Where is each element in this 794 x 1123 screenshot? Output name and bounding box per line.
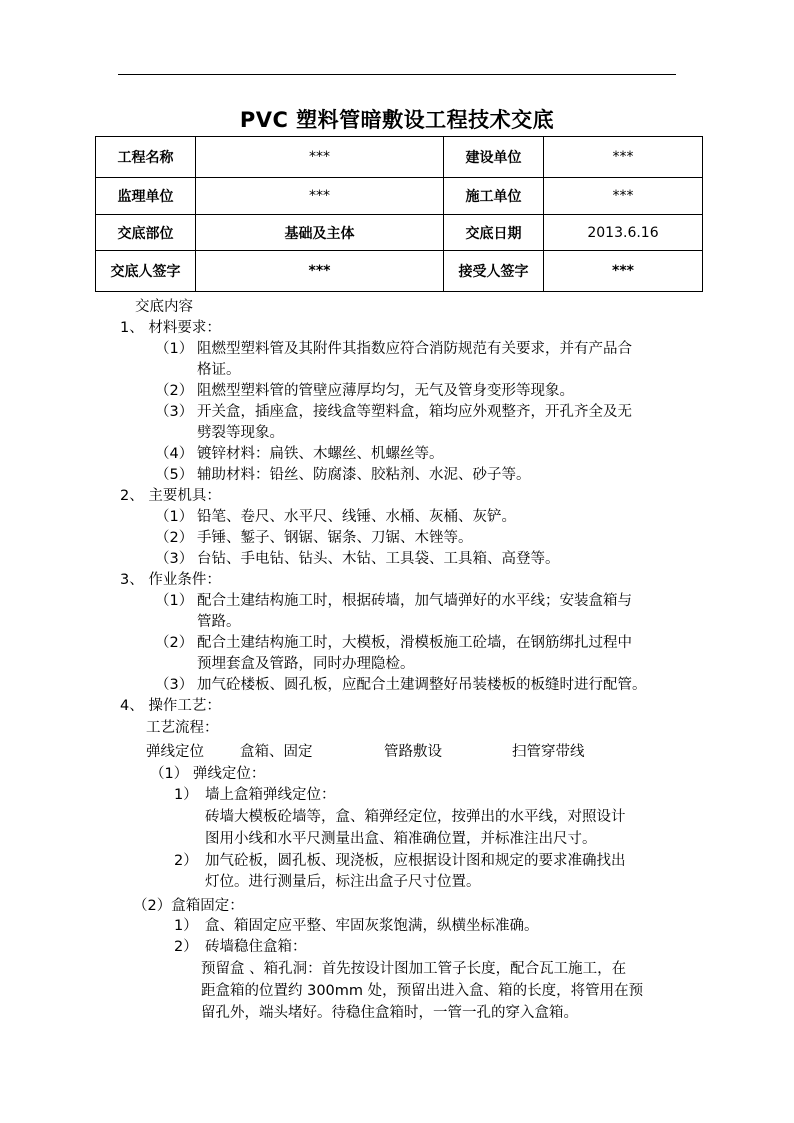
- item-number: （3）: [155, 551, 194, 567]
- item-number: （1）: [155, 509, 194, 525]
- flow-step: 管路敷设: [384, 744, 442, 760]
- value-cell: ***: [544, 251, 703, 292]
- item-text: 铅笔、卷尺、水平尺、线锤、水桶、灰桶、灰铲。: [197, 509, 516, 525]
- flow-step: 盒箱、固定: [240, 744, 313, 760]
- item-number: （4）: [155, 446, 194, 462]
- item-text: 加气砼楼板、圆孔板，应配合土建调整好吊装楼板的板缝时进行配管。: [197, 677, 647, 693]
- item-number: 1）: [174, 918, 198, 934]
- item-number: （1）: [155, 341, 194, 357]
- item-number: 2）: [174, 853, 198, 869]
- header-rule: [118, 74, 676, 75]
- info-table: [95, 136, 703, 292]
- item-text: 手锤、錾子、钢锯、锯条、刀锯、木锉等。: [197, 530, 473, 546]
- label-cell: 接受人签字: [444, 251, 544, 292]
- item-number: （1）: [155, 593, 194, 609]
- item-text: 预留盒 、箱孔洞：首先按设计图加工管子长度，配合瓦工施工，在: [201, 961, 627, 977]
- item-text: 管路。: [197, 614, 241, 630]
- item-text: 劈裂等现象。: [197, 425, 284, 441]
- item-text: 配合土建结构施工时，大模板，滑模板施工砼墙，在钢筋绑扎过程中: [197, 635, 632, 651]
- section-title: 1、 材料要求：: [120, 320, 221, 336]
- item-text: 阻燃型塑料管及其附件其指数应符合消防规范有关要求，并有产品合: [197, 341, 632, 357]
- value-cell: ***: [196, 178, 444, 215]
- item-text: 台钻、手电钻、钻头、木钻、工具袋、工具箱、高登等。: [197, 551, 560, 567]
- label-cell: 监理单位: [96, 178, 196, 215]
- item-text: 配合土建结构施工时，根据砖墙，加气墙弹好的水平线；安装盒箱与: [197, 593, 632, 609]
- item-heading: 砖墙稳住盒箱：: [205, 939, 307, 955]
- value-cell: ***: [544, 178, 703, 215]
- item-number: （2）: [155, 530, 194, 546]
- item-text: 加气砼板，圆孔板、现浇板，应根据设计图和规定的要求准确找出: [205, 853, 626, 869]
- subsection-title: （1） 弹线定位：: [150, 766, 266, 782]
- section-title: 2、 主要机具：: [120, 488, 221, 504]
- label-cell: 交底人签字: [96, 251, 196, 292]
- item-text: 辅助材料：铅丝、防腐漆、胶粘剂、水泥、砂子等。: [197, 467, 531, 483]
- label-cell: 建设单位: [444, 137, 544, 178]
- item-text: 预埋套盒及管路，同时办理隐检。: [197, 656, 415, 672]
- flow-step: 扫管穿带线: [512, 744, 585, 760]
- table-row: [96, 137, 703, 178]
- item-text: 阻燃型塑料管的管壁应薄厚均匀，无气及管身变形等现象。: [197, 383, 574, 399]
- item-text: 镀锌材料：扁铁、木螺丝、机螺丝等。: [197, 446, 444, 462]
- item-number: （5）: [155, 467, 194, 483]
- label-cell: 施工单位: [444, 178, 544, 215]
- item-number: （2）: [155, 635, 194, 651]
- value-cell: ***: [196, 251, 444, 292]
- item-text: 盒、箱固定应平整、牢固灰浆饱满，纵横坐标准确。: [205, 918, 539, 934]
- table-row: [96, 178, 703, 215]
- subsection-title: （2）盒箱固定：: [133, 898, 244, 914]
- item-number: （3）: [155, 677, 194, 693]
- item-text: 留孔外，端头堵好。待稳住盒箱时，一管一孔的穿入盒箱。: [201, 1005, 578, 1021]
- item-heading: 墙上盒箱弹线定位：: [205, 787, 336, 803]
- flow-step: 弹线定位: [146, 744, 204, 760]
- table-row: [96, 215, 703, 251]
- item-number: 1）: [174, 787, 198, 803]
- label-cell: 交底部位: [96, 215, 196, 251]
- label-cell: 工程名称: [96, 137, 196, 178]
- table-row: [96, 251, 703, 292]
- value-cell: ***: [544, 137, 703, 178]
- item-text: 砖墙大模板砼墙等，盒、箱弹经定位，按弹出的水平线，对照设计: [205, 809, 626, 825]
- item-number: （3）: [155, 404, 194, 420]
- item-text: 图用小线和水平尺测量出盒、箱准确位置，并标准注出尺寸。: [205, 831, 597, 847]
- value-cell: 2013.6.16: [544, 215, 703, 251]
- item-text: 距盒箱的位置约 300mm 处，预留出进入盒、箱的长度，将管用在预: [201, 983, 644, 999]
- item-text: 开关盒，插座盒，接线盒等塑料盒，箱均应外观整齐，开孔齐全及无: [197, 404, 632, 420]
- document-title: PVC 塑料管暗敷设工程技术交底: [239, 108, 555, 132]
- section-title: 3、 作业条件：: [120, 572, 221, 588]
- flow-label: 工艺流程：: [146, 720, 219, 736]
- item-number: 2）: [174, 939, 198, 955]
- value-cell: 基础及主体: [196, 215, 444, 251]
- item-text: 灯位。进行测量后，标注出盒子尺寸位置。: [205, 874, 481, 890]
- label-cell: 交底日期: [444, 215, 544, 251]
- item-number: （2）: [155, 383, 194, 399]
- content-heading: 交底内容: [135, 299, 193, 315]
- item-text: 格证。: [197, 362, 241, 378]
- section-title: 4、 操作工艺：: [120, 698, 221, 714]
- value-cell: ***: [196, 137, 444, 178]
